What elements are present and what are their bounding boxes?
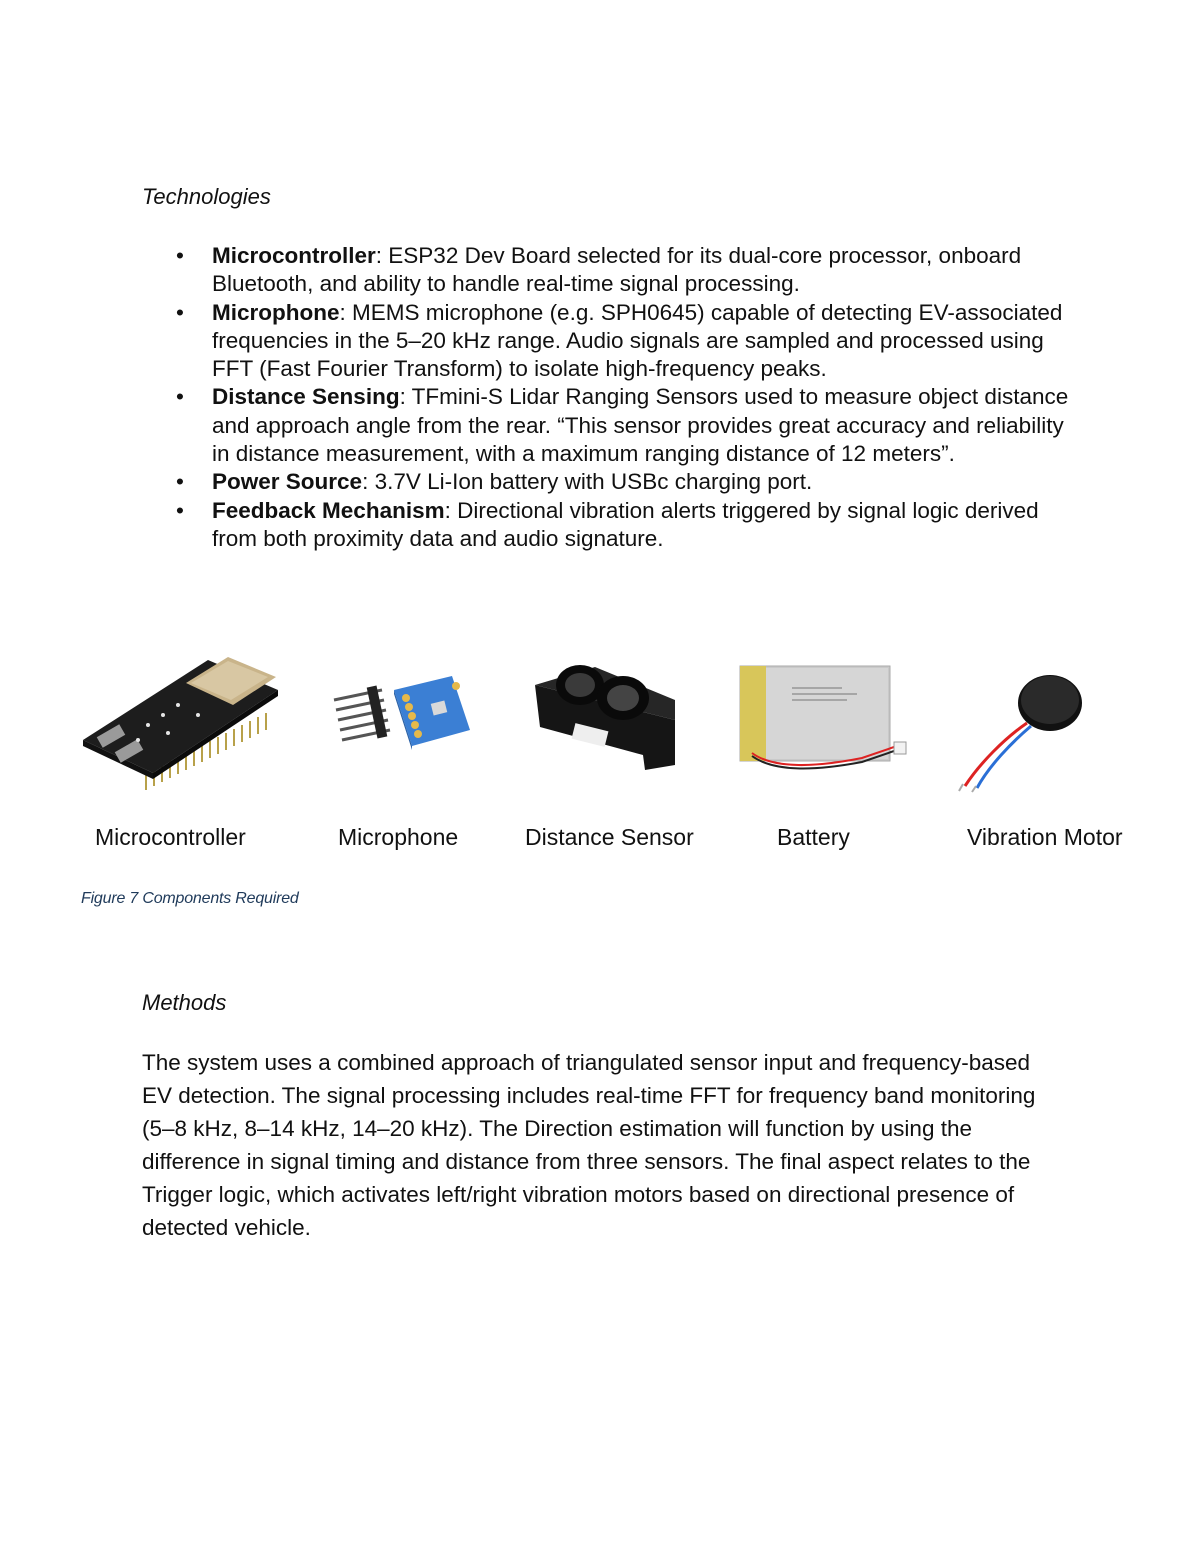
battery-image (732, 658, 912, 778)
technologies-heading: Technologies (142, 184, 271, 209)
list-item-distance-sensing (170, 383, 1070, 468)
list-item-microcontroller (170, 242, 1070, 299)
label-microphone: Microphone (338, 824, 459, 850)
list-item-microphone (170, 299, 1070, 384)
list-item-feedback-mechanism (170, 497, 1070, 554)
technologies-list (170, 242, 1070, 553)
microcontroller-image (78, 645, 283, 800)
desc-microcontroller: : ESP32 Dev Board selected for its dual-core processor, onboard Bluetooth, and ability to handle real-time signal processing. (212, 243, 1022, 297)
term-power-source: Power Source (212, 469, 363, 495)
vibration-motor-image (955, 668, 1125, 793)
bullet: • (176, 497, 184, 523)
figure-caption: Figure 7 Components Required (81, 890, 299, 907)
label-battery: Battery (777, 824, 850, 850)
term-microcontroller: Microcontroller (212, 243, 376, 268)
label-vibration-motor: Vibration Motor (967, 824, 1123, 850)
methods-heading: Methods (142, 990, 227, 1015)
desc-feedback-mechanism: : Directional vibration alerts triggered by signal logic derived from both proximity data and audio signature. (212, 497, 1039, 551)
distance-sensor-image (525, 655, 685, 780)
term-distance-sensing: Distance Sensing (212, 384, 400, 410)
bullet: • (176, 243, 184, 268)
bullet: • (176, 299, 184, 325)
bullet: • (176, 469, 184, 495)
bullet: • (176, 384, 184, 410)
list-item-power-source (170, 468, 1070, 496)
desc-power-source: : 3.7V Li-Ion battery with USBc charging port. (362, 469, 813, 495)
desc-distance-sensing: : TFmini-S Lidar Ranging Sensors used to measure object distance and approach angle from the rear. “This sensor provides great accuracy and reliability in distance measurement, with a maximum ranging distance of 12 meters”. (212, 384, 1069, 467)
label-microcontroller: Microcontroller (95, 824, 246, 850)
methods-paragraph: The system uses a combined approach of triangulated sensor input and frequency-based EV detection. The signal processing includes real-time FFT for frequency band monitoring (5–8 kHz, 8–14 kHz, 14–20 kHz). The Direction estimation will function by using the difference in signal timing and distance from three sensors. The final aspect relates to the Trigger logic, which activates left/right vibration motors based on directional presence of detected vehicle. (142, 1050, 1036, 1240)
microphone-image (332, 672, 474, 757)
label-distance-sensor: Distance Sensor (525, 824, 694, 850)
desc-microphone: : MEMS microphone (e.g. SPH0645) capable of detecting EV-associated frequencies in the 5–20 kHz range. Audio signals are sampled and processed using FFT (Fast Fourier Transform) to isolate high-frequency peaks. (212, 299, 1063, 382)
term-feedback-mechanism: Feedback Mechanism (212, 497, 445, 523)
term-microphone: Microphone (212, 299, 340, 325)
